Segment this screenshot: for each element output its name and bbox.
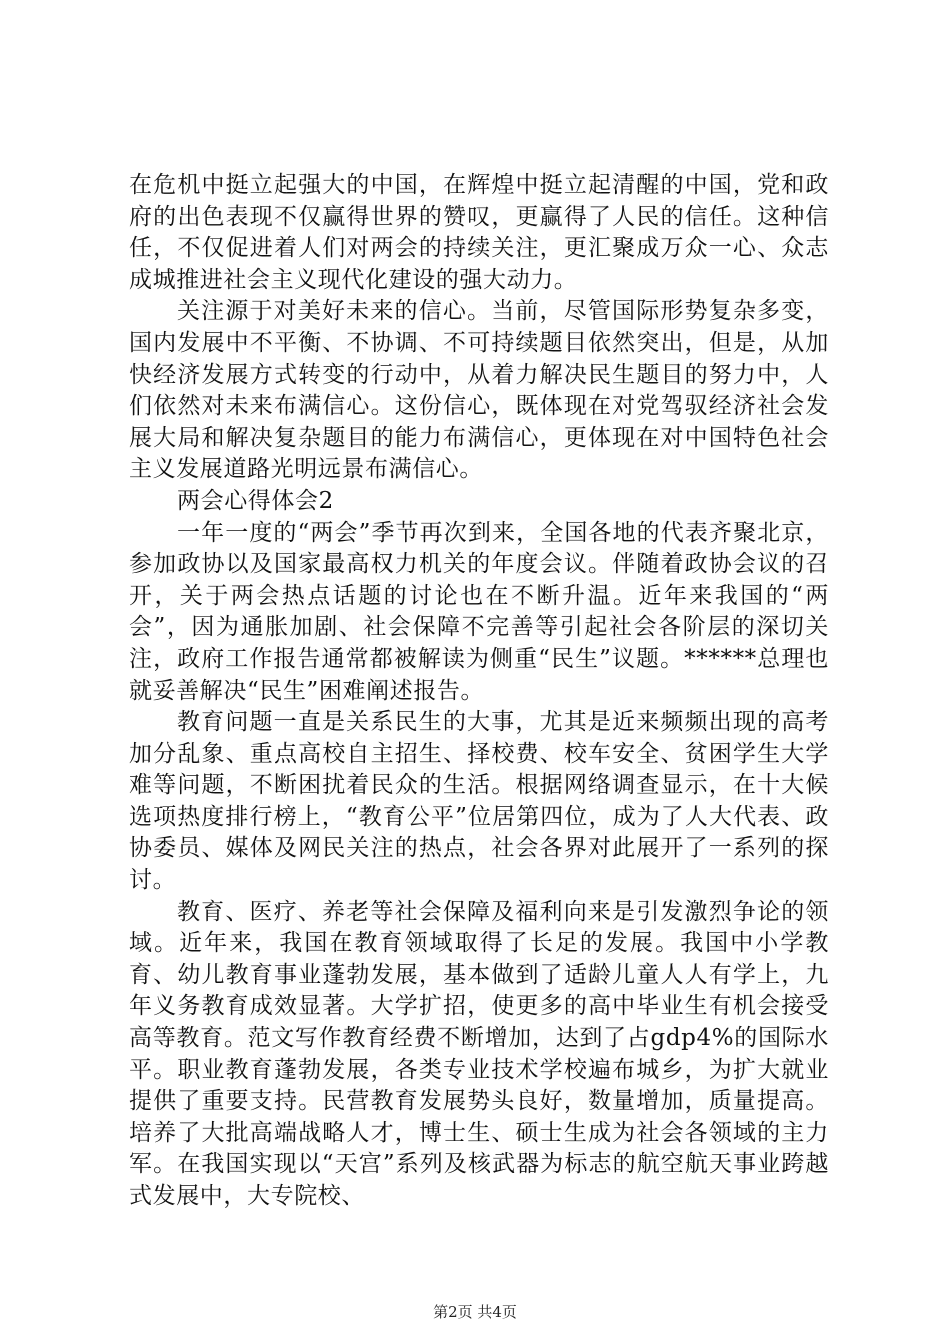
page-number: 第2页 共4页 <box>433 1303 517 1321</box>
paragraph-continuation: 在危机中挺立起强大的中国，在辉煌中挺立起清醒的中国，党和政府的出色表现不仅赢得世界的赞叹，更赢得了人民的信任。这种信任，不仅促进着人们对两会的持续关注，更汇聚成万众一心、众志成城推进社会主义现代化建设的强大动力。 <box>129 172 829 293</box>
paragraph: 一年一度的“两会”季节再次到来，全国各地的代表齐聚北京，参加政协以及国家最高权力机关的年度会议。伴随着政协会议的召开，关于两会热点话题的讨论也在不断升温。近年来我国的“两会”，因为通胀加剧、社会保障不完善等引起社会各阶层的深切关注，政府工作报告通常都被解读为侧重“民生”议题。******总理也就妥善解决“民生”困难阐述报告。 <box>129 519 829 704</box>
paragraph: 关注源于对美好未来的信心。当前，尽管国际形势复杂多变，国内发展中不平衡、不协调、不可持续题目依然突出，但是，从加快经济发展方式转变的行动中，从着力解决民生题目的努力中，人们依然对未来布满信心。这份信心，既体现在对党驾驭经济社会发展大局和解决复杂题目的能力布满信心，更体现在对中国特色社会主义发展道路光明远景布满信心。 <box>129 298 829 483</box>
paragraph: 教育问题一直是关系民生的大事，尤其是近来频频出现的高考加分乱象、重点高校自主招生、择校费、校车安全、贫困学生大学难等问题，不断困扰着民众的生活。根据网络调查显示，在十大候选项热度排行榜上，“教育公平”位居第四位，成为了人大代表、政协委员、媒体及网民关注的热点，社会各界对此展开了一系列的探讨。 <box>129 709 829 894</box>
document-body <box>129 170 829 1213</box>
section-heading: 两会心得体会2 <box>177 487 334 514</box>
page-footer <box>0 1302 950 1322</box>
paragraph: 教育、医疗、养老等社会保障及福利向来是引发激烈争论的领域。近年来，我国在教育领域取得了长足的发展。我国中小学教育、幼儿教育事业蓬勃发展，基本做到了适龄儿童人人有学上，九年义务教育成效显著。大学扩招，使更多的高中毕业生有机会接受高等教育。范文写作教育经费不断增加，达到了占gdp4%的国际水平。职业教育蓬勃发展，各类专业技术学校遍布城乡，为扩大就业提供了重要支持。民营教育发展势头良好，数量增加，质量提高。培养了大批高端战略人才，博士生、硕士生成为社会各领域的主力军。在我国实现以“天宫”系列及核武器为标志的航空航天事业跨越式发展中，大专院校、 <box>129 898 829 1209</box>
